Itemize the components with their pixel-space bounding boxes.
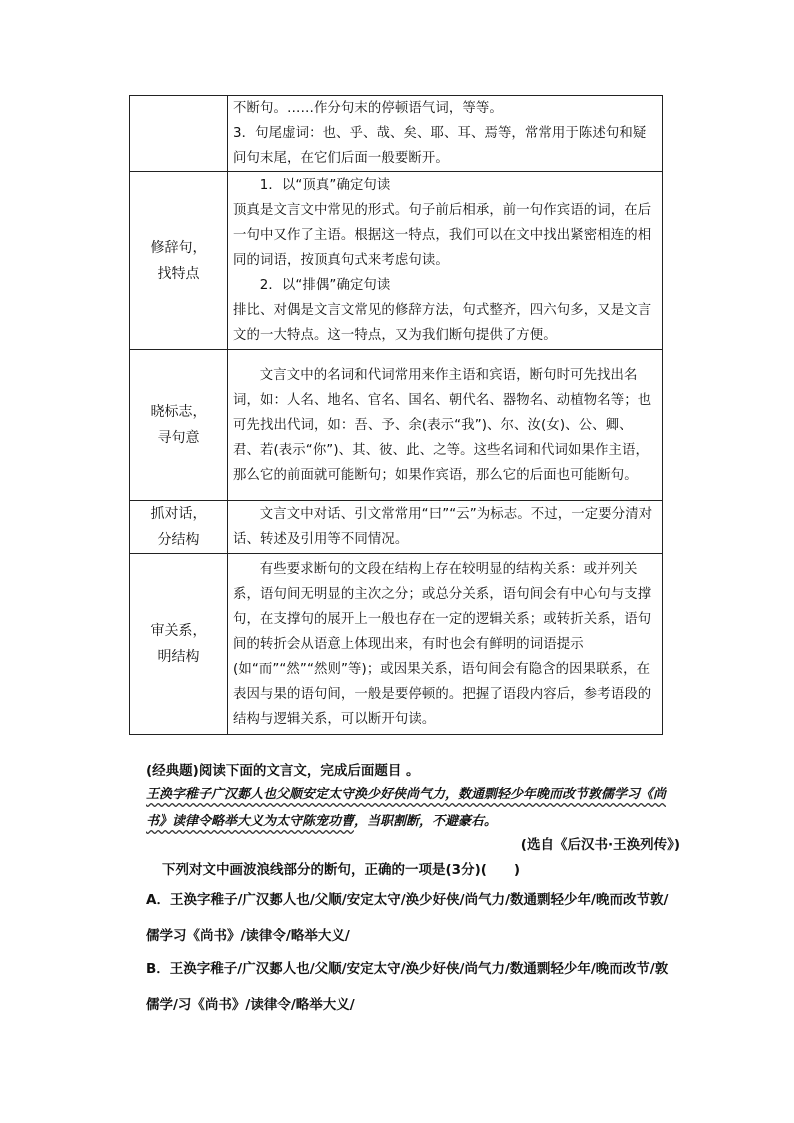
- table-row: [130, 554, 663, 735]
- wavy-underlined-text: 王涣字稚子广汉郪人也父顺安定太守涣少好侠尚气力，数通剽轻少年晚而改节敦儒学习《尚书》读律令略举大义为太守陈宠功曹: [146, 787, 667, 829]
- row-label: [130, 96, 228, 172]
- content-paragraph: 有些要求断句的文段在结构上存在较明显的结构关系：或并列关系，语句间无明显的主次之分；或总分关系，语句间会有中心句与支撑句，在支撑句的展开上一般也存在一定的逻辑关系；或转折关系，语句间的转折会从语意上体现出来，有时也会有鲜明的词语提示(如“而”“然”“然则”等)；或因果关系，语句间会有隐含的因果联系，在表因与果的语句间，一般是要停顿的。把握了语段内容后，参考语段的结构与逻辑关系，可以断开句读。: [233, 561, 652, 727]
- row-label: [130, 350, 228, 501]
- row-label-line: 修辞句，: [150, 239, 207, 256]
- row-label-line: 明结构: [157, 649, 200, 665]
- row-content: [228, 501, 663, 554]
- option-b[interactable]: B．王涣字稚子/广汉郪人也/父顺/安定太守/涣少好侠/尚气力/数通剽轻少年/晚而改节/敦儒学/习《尚书》/读律令/略举大义/: [146, 961, 669, 1013]
- content-paragraph: 2．以“排偶”确定句读: [259, 278, 391, 293]
- table-row: [130, 96, 663, 172]
- row-content: [228, 96, 663, 172]
- table-row: [130, 172, 663, 350]
- content-paragraph: 3．句尾虚词：也、乎、哉、矣、耶、耳、焉等，常常用于陈述句和疑问句末尾，在它们后面一般要断开。: [233, 126, 647, 166]
- content-paragraph: 顶真是文言文中常见的形式。句子前后相承，前一句作宾语的词，在后一句中又作了主语。根据这一特点，我们可以在文中找出紧密相连的相同的词语，按顶真句式来考虑句读。: [233, 203, 652, 268]
- row-content: [228, 350, 663, 501]
- row-label-line: 分结构: [157, 532, 200, 548]
- row-content: [228, 554, 663, 735]
- content-paragraph: 文言文中的名词和代词常用来作主语和宾语，断句时可先找出名词，如：人名、地名、官名、国名、朝代名、器物名、动植物名等；也可先找出代词，如：吾、予、余(表示“我”)、尔、汝(女)、公、卿、君、若(表示“你”)、其、彼、此、之等。这些名词和代词如果作主语，那么它的前面就可能断句；如果作宾语，那么它的后面也可能断句。: [233, 367, 652, 483]
- passage-tail: ，当职割断，不避豪右。: [354, 814, 498, 829]
- table-row: [130, 501, 663, 554]
- passage-source: (选自《后汉书·王涣列传》): [520, 837, 680, 853]
- row-label-line: 审关系，: [150, 623, 207, 639]
- row-label: [130, 172, 228, 350]
- content-paragraph: 文言文中对话、引文常常用“曰”“云”为标志。不过，一定要分清对话、转述及引用等不同情况。: [233, 507, 653, 547]
- question-stem: 下列对文中画波浪线部分的断句，正确的一项是(3分)( ): [162, 862, 521, 878]
- row-label-line: 晓标志，: [150, 404, 207, 420]
- row-label-line: 抓对话，: [150, 506, 207, 522]
- row-label: [130, 501, 228, 554]
- question-intro: (经典题)阅读下面的文言文，完成后面题目 。: [146, 763, 420, 779]
- row-label: [130, 554, 228, 735]
- table-row: [130, 350, 663, 501]
- row-label-line: 寻句意: [157, 430, 200, 446]
- content-paragraph: 1．以“顶真”确定句读: [259, 178, 391, 193]
- content-paragraph: 不断句。……作分句末的停顿语气词，等等。: [233, 101, 503, 116]
- row-content: [228, 172, 663, 350]
- row-label-line: 找特点: [157, 265, 200, 282]
- content-paragraph: 排比、对偶是文言文常见的修辞方法，句式整齐，四六句多，又是文言文的一大特点。这一特点，又为我们断句提供了方便。: [233, 303, 652, 343]
- classical-passage: [146, 781, 676, 835]
- option-a[interactable]: A．王涣字稚子/广汉郪人也/父顺/安定太守/涣少好侠/尚气力/数通剽轻少年/晚而改节敦/儒学习《尚书》/读律令/略举大义/: [146, 892, 669, 944]
- sentence-breaking-methods-table: [129, 95, 663, 735]
